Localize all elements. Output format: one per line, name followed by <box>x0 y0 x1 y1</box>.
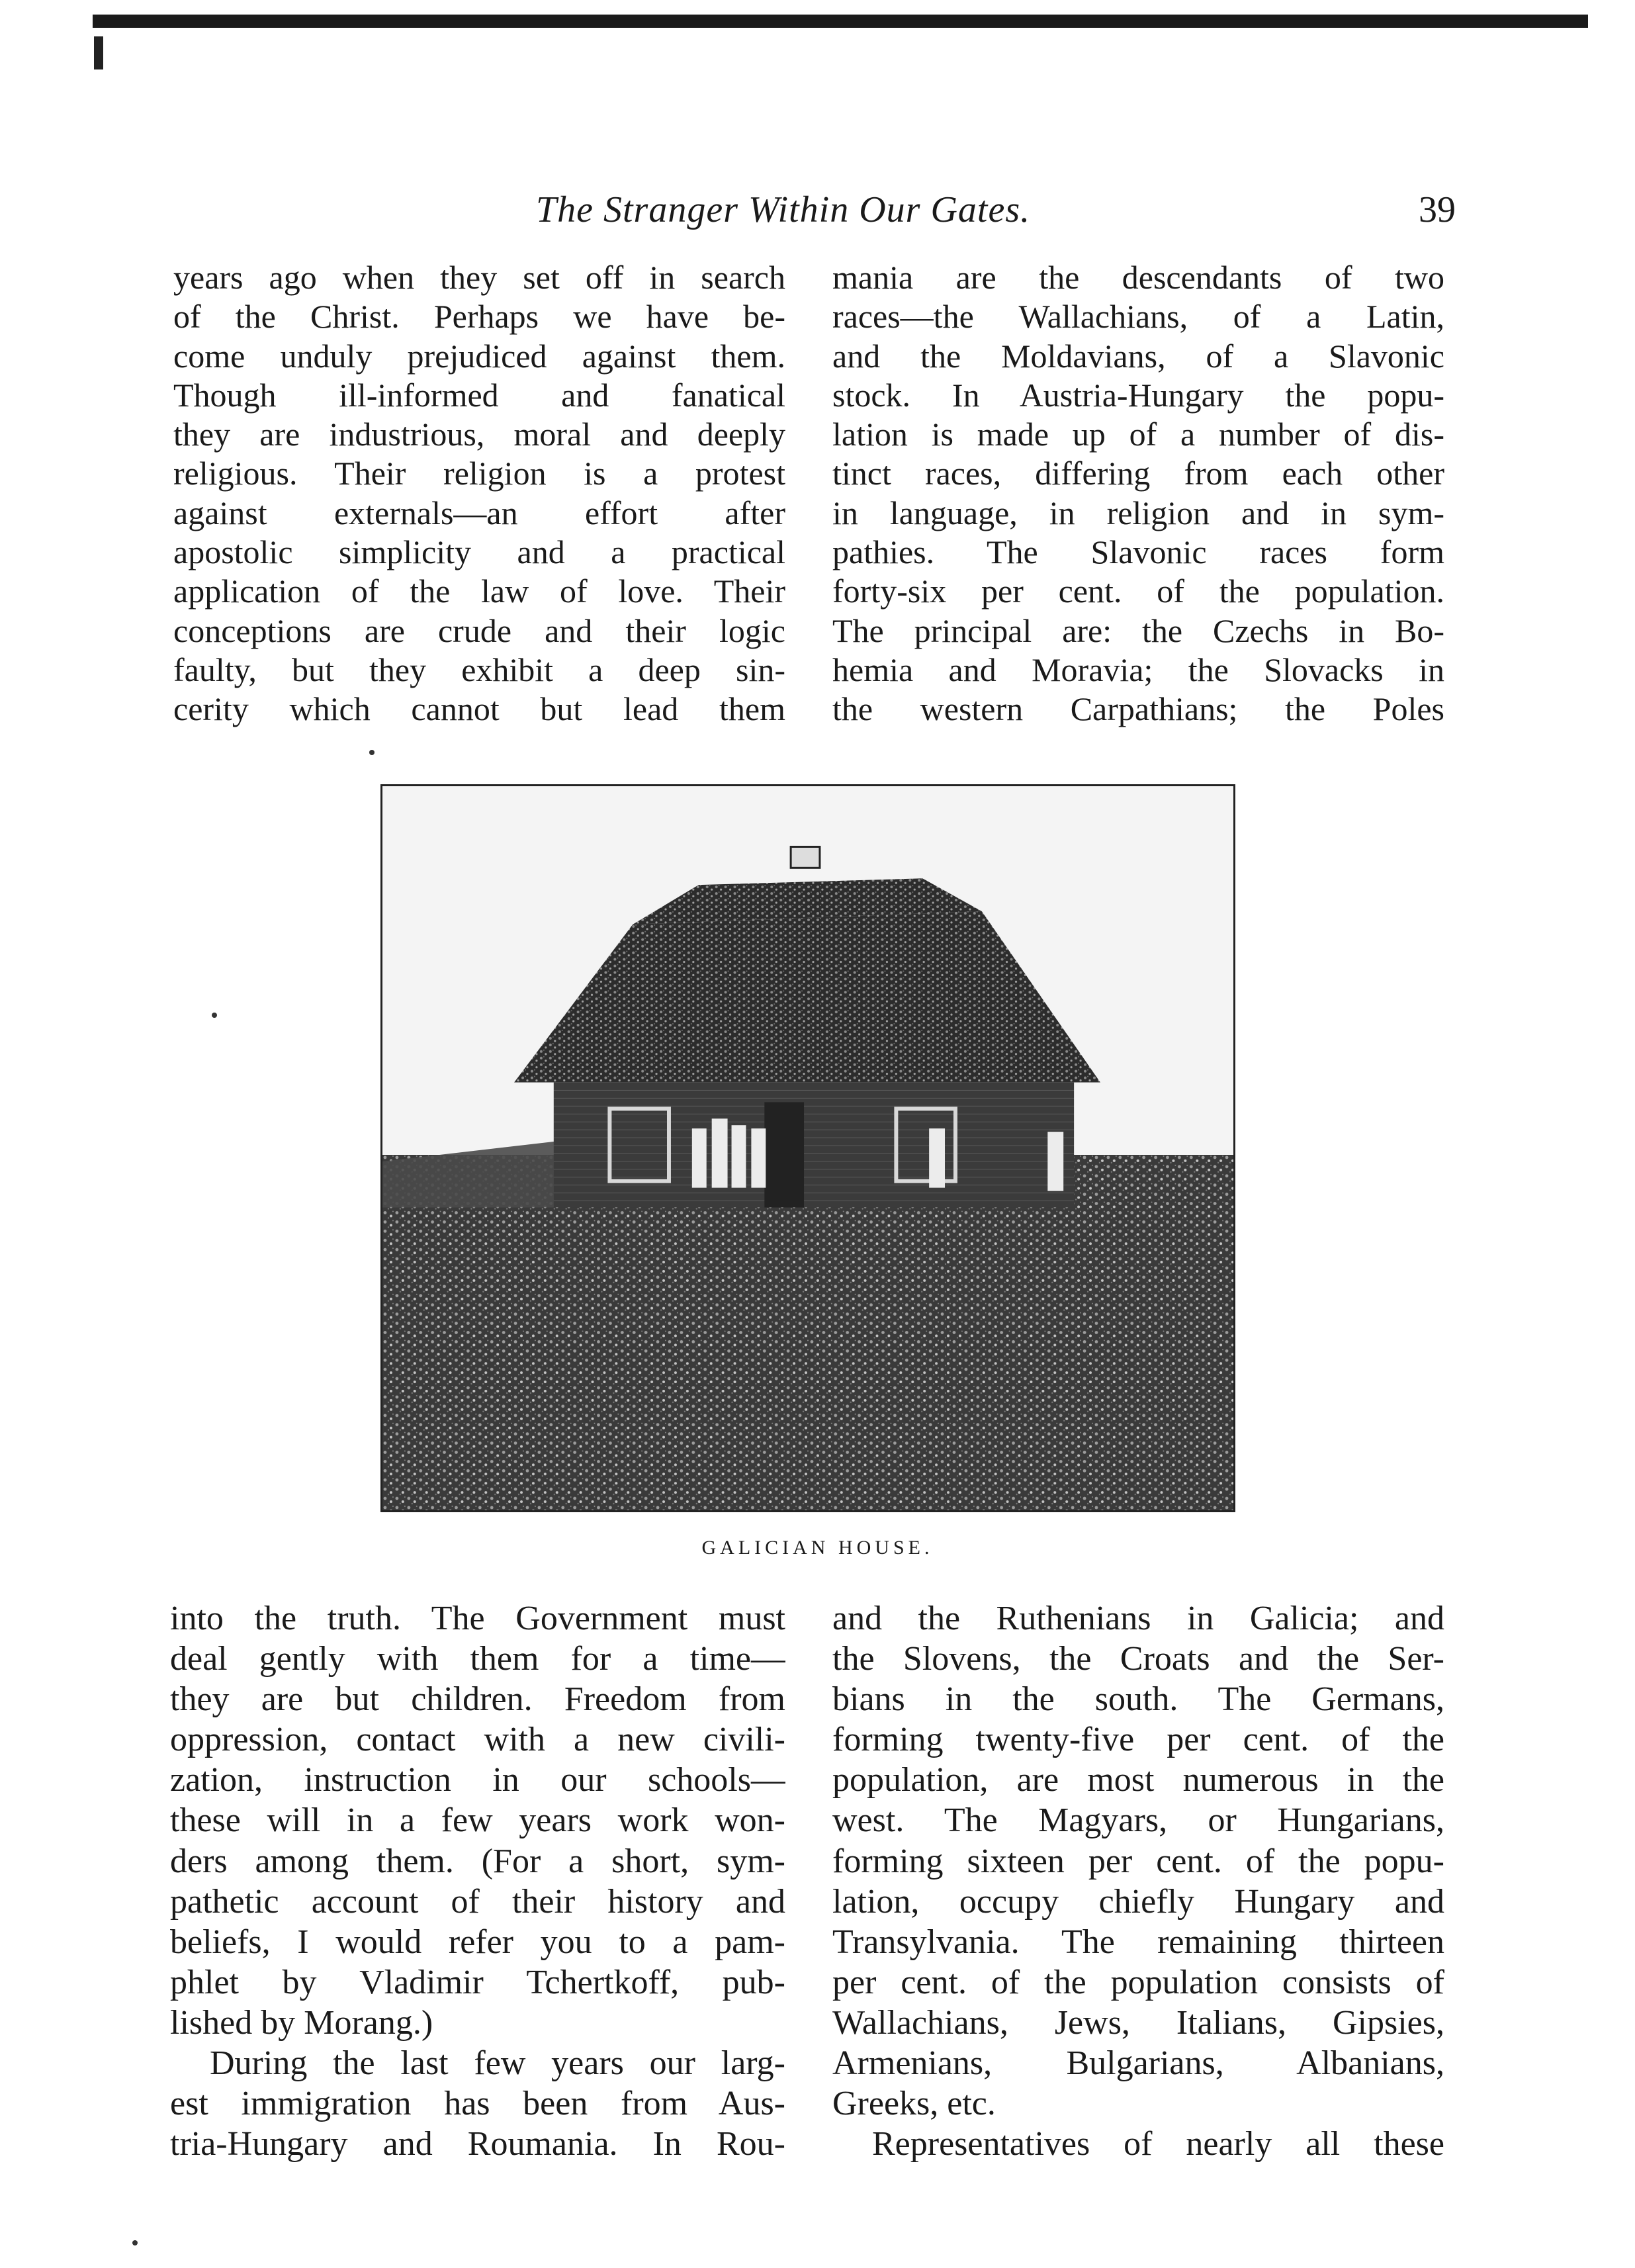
text-line: est immigration has been from Aus- <box>170 2085 785 2123</box>
text-line: these will in a few years work won- <box>170 1801 785 1840</box>
text-line: deal gently with them for a time— <box>170 1640 785 1678</box>
text-line: in language, in religion and in sym- <box>832 494 1444 531</box>
chimney-sign <box>791 846 820 868</box>
text-line: application of the law of love. Their <box>173 572 785 610</box>
running-head <box>93 189 1456 242</box>
text-line: and the Moldavians, of a Slavonic <box>832 337 1444 375</box>
text-line: Representatives of nearly all these <box>872 2125 1444 2163</box>
text-line: Though ill-informed and fanatical <box>173 376 785 414</box>
corner-mark <box>94 36 103 69</box>
text-line: forming twenty-five per cent. of the <box>832 1721 1444 1759</box>
text-line: cerity which cannot but lead them <box>173 690 785 728</box>
text-line: religious. Their religion is a protest <box>173 455 785 492</box>
doorway <box>764 1102 804 1207</box>
text-line: The principal are: the Czechs in Bo- <box>832 612 1444 649</box>
text-line: beliefs, I would refer you to a pam- <box>170 1923 785 1961</box>
column-bottom-right <box>832 1598 1444 2164</box>
text-line: population, are most numerous in the <box>832 1761 1444 1799</box>
galician-house-illustration <box>382 786 1233 1510</box>
text-line: apostolic simplicity and a practical <box>173 533 785 571</box>
column-top-left <box>173 258 785 729</box>
text-line: bians in the south. The Germans, <box>832 1680 1444 1719</box>
page-number: 39 <box>1419 189 1456 230</box>
text-line: During the last few years our larg- <box>210 2044 785 2083</box>
text-line: years ago when they set off in search <box>173 259 785 296</box>
text-line: phlet by Vladimir Tchertkoff, pub- <box>170 1963 785 2001</box>
text-line: faulty, but they exhibit a deep sin- <box>173 651 785 688</box>
text-line: tinct races, differing from each other <box>832 455 1444 492</box>
text-line: mania are the descendants of two <box>832 259 1444 296</box>
running-title: The Stranger Within Our Gates. <box>536 189 1031 230</box>
text-line: come unduly prejudiced against them. <box>173 337 785 375</box>
top-rule <box>93 15 1588 28</box>
text-line: ders among them. (For a short, sym- <box>170 1842 785 1880</box>
text-line: hemia and Moravia; the Slovacks in <box>832 651 1444 688</box>
text-line: Armenians, Bulgarians, Albanians, <box>832 2044 1444 2083</box>
text-line: pathies. The Slavonic races form <box>832 533 1444 571</box>
text-line: races—the Wallachians, of a Latin, <box>832 298 1444 336</box>
text-line: the Slovens, the Croats and the Ser- <box>832 1640 1444 1678</box>
text-line: the western Carpathians; the Poles <box>832 690 1444 728</box>
text-line: Greeks, etc. <box>832 2085 996 2123</box>
text-line: they are but children. Freedom from <box>170 1680 785 1719</box>
text-line: tria-Hungary and Roumania. In Rou- <box>170 2125 785 2163</box>
text-line: conceptions are crude and their logic <box>173 612 785 649</box>
text-line: zation, instruction in our schools— <box>170 1761 785 1799</box>
column-bottom-left <box>170 1598 785 2164</box>
text-line: into the truth. The Government must <box>170 1600 785 1637</box>
text-line: of the Christ. Perhaps we have be- <box>173 298 785 336</box>
text-line: pathetic account of their history and <box>170 1882 785 1921</box>
text-line: they are industrious, moral and deeply <box>173 416 785 453</box>
text-line: per cent. of the population consists of <box>832 1963 1444 2001</box>
foreground-grass <box>382 1208 1233 1510</box>
text-line: forming sixteen per cent. of the popu- <box>832 1842 1444 1880</box>
text-line: and the Ruthenians in Galicia; and <box>832 1600 1444 1637</box>
house-wall <box>554 1083 1074 1214</box>
text-line: west. The Magyars, or Hungarians, <box>832 1801 1444 1840</box>
figure-galician-house <box>380 784 1235 1512</box>
text-line: oppression, contact with a new civili- <box>170 1721 785 1759</box>
text-line: lation is made up of a number of dis- <box>832 416 1444 453</box>
text-line: lished by Morang.) <box>170 2003 433 2042</box>
text-line: Wallachians, Jews, Italians, Gipsies, <box>832 2003 1444 2042</box>
text-line: stock. In Austria-Hungary the popu- <box>832 376 1444 414</box>
speck <box>369 750 375 755</box>
text-line: forty-six per cent. of the population. <box>832 572 1444 610</box>
text-line: against externals—an effort after <box>173 494 785 531</box>
text-line: lation, occupy chiefly Hungary and <box>832 1882 1444 1921</box>
figure-caption: GALICIAN HOUSE. <box>701 1537 934 1559</box>
speck <box>212 1013 217 1018</box>
text-line: Transylvania. The remaining thirteen <box>832 1923 1444 1961</box>
speck <box>132 2240 138 2245</box>
column-top-right <box>832 258 1444 729</box>
